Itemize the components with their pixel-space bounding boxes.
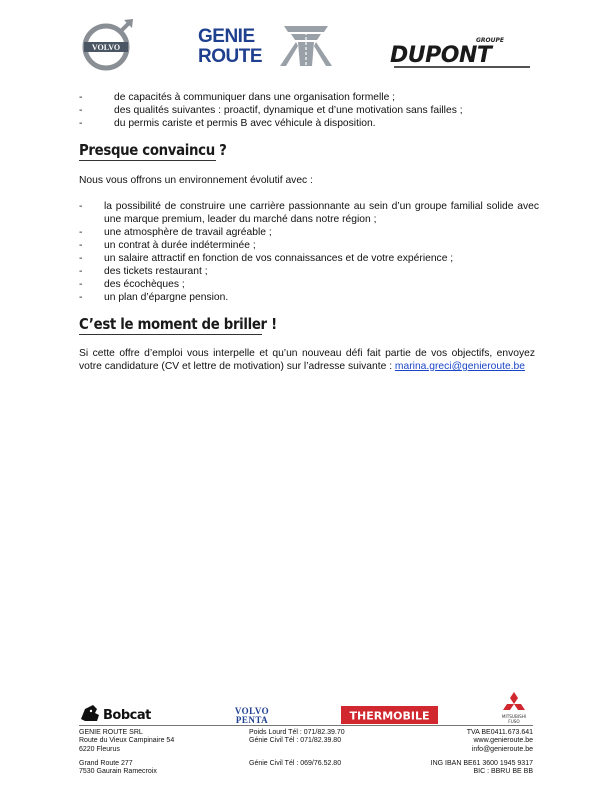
svg-text:THERMOBILE: THERMOBILE (349, 709, 430, 723)
section-heading: Presque convaincu ? (79, 141, 227, 159)
volvo-logo (80, 18, 134, 72)
heading-underline (79, 334, 262, 335)
svg-text:FUSO: FUSO (508, 719, 520, 724)
contact-paragraph: Si cette offre d’emploi vous interpelle et qu’un nouveau défi fait partie de vos objectifs, envoyez votre candidature (CV et lettre de motivation) sur l’adresse suivante : marina.greci@genieroute.be (79, 348, 535, 372)
footer-bank-info: ING IBAN BE61 3600 1945 9317 BIC : BBRU BE BB (430, 760, 533, 776)
email-link[interactable]: info@genieroute.be (471, 745, 533, 753)
footer-phones-2: Génie Civil Tél : 069/76.52.80 (249, 760, 342, 767)
website-link[interactable]: www.genieroute.be (473, 737, 533, 745)
svg-text:DUPONT: DUPONT (390, 43, 492, 68)
svg-text:PENTA: PENTA (235, 715, 269, 725)
footer-address-1: GENIE ROUTE SRL Route du Vieux Campinaire 54 6220 Fleurus (79, 729, 175, 753)
svg-text:GROUPE: GROUPE (476, 37, 505, 44)
svg-text:GENIE: GENIE (198, 26, 255, 47)
volvo-penta-logo (222, 705, 282, 725)
section-intro: Nous vous offrons un environnement évolutif avec : (79, 175, 313, 186)
heading-underline (79, 160, 216, 161)
svg-text:VOLVO: VOLVO (234, 706, 270, 716)
footer-phones-1: Poids Lourd Tél : 071/82.39.70 Génie Civil Tél : 071/82.39.80 (249, 729, 345, 745)
svg-text:MITSUBISHI: MITSUBISHI (501, 714, 527, 719)
footer-company-info: TVA BE0411.673.641 www.genieroute.be info@genieroute.be (466, 729, 533, 753)
footer-address-2: Grand Route 277 7530 Gaurain Ramecroix (79, 760, 157, 776)
footer-divider (79, 725, 533, 726)
list-item: - la possibilité de construire une carrière passionnante au sein d’un groupe familial solide avec une marque premium, leader du marché dans notre région ; (79, 201, 539, 225)
svg-text:Bobcat: Bobcat (103, 708, 151, 723)
groupe-dupont-logo (388, 32, 538, 72)
bobcat-logo (79, 703, 157, 723)
svg-text:ROUTE: ROUTE (198, 46, 262, 67)
mitsubishi-fuso-logo (496, 690, 532, 726)
section-heading: C’est le moment de briller ! (79, 315, 277, 333)
email-link[interactable]: marina.greci@genieroute.be (394, 361, 526, 372)
thermobile-logo (341, 706, 438, 724)
svg-text:VOLVO: VOLVO (91, 43, 121, 52)
genie-route-logo (196, 22, 336, 70)
